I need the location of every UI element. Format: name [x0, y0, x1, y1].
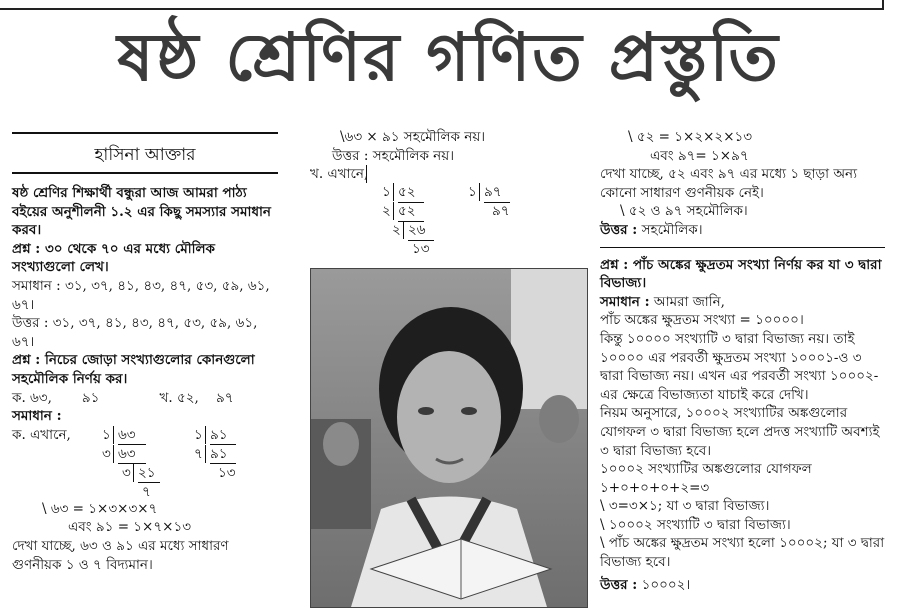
column-1	[12, 132, 278, 574]
question-1: প্রশ্ন : ৩০ থেকে ৭০ এর মধ্যে মৌলিক সংখ্যাগুলো লেখ।	[12, 240, 215, 276]
photo-illustration	[311, 269, 587, 607]
solution-3-step-2: কিন্তু ১০০০০ সংখ্যাটি ৩ দ্বারা বিভাজ্য নয়। তাই ১০০০০ এর পরবর্তী ক্ষুদ্রতম সংখ্যা ১০০০১-ও ৩ দ্বারা বিভাজ্য নয়। এখন এর পরবর্তী সংখ্যা ১০০০২-এর ক্ষেত্রে বিভাজ্যতা যাচাই করে দেখি।	[600, 330, 879, 403]
div63-dividend: ৬৩	[118, 426, 146, 446]
solution-3-step-3: নিয়ম অনুসারে, ১০০০২ সংখ্যাটির অঙ্কগুলোর যোগফল ৩ দ্বারা বিভাজ্য হলে প্রদত্ত সংখ্যাটি অবশ্যই ৩ দ্বারা বিভাজ্য হবে।	[600, 405, 880, 459]
solution-3-step-5: ১+০+০+০+২=৩	[600, 479, 710, 496]
division-block-52-97: খ. এখানে, ১ ৫২ ২ ৫২ ২ ২৬ ১৩ ১ ৯৭ ৯৭	[310, 166, 510, 258]
coprime-conclusion-52-97: \ ৫২ ও ৯৭ সহমৌলিক।	[620, 203, 748, 220]
div52-quotient: ২৬	[408, 221, 434, 241]
div91-divisor: ৭	[194, 445, 203, 462]
div52-divisor: ২	[382, 203, 391, 220]
solution-3-intro: সমাধান : আমরা জানি,	[600, 293, 725, 310]
student-reading-photo	[310, 268, 588, 608]
question-2: প্রশ্ন : নিচের জোড়া সংখ্যাগুলোর কোনগুলো সহমৌলিক নির্ণয় কর।	[12, 352, 255, 387]
div63-result: ৭	[142, 483, 151, 500]
common-factor-52-97: দেখা যাচ্ছে, ৫২ এবং ৯৭ এর মধ্যে ১ ছাড়া অন্য কোনো সাধারণ গুণনীয়ক নেই।	[600, 166, 857, 201]
solution-3-step-8: \ পাঁচ অঙ্কের ক্ষুদ্রতম সংখ্যা হলো ১০০০২; যা ৩ দ্বারা বিভাজ্য হবে।	[600, 535, 885, 571]
answer-2b-label: উত্তর :	[600, 221, 638, 238]
solution-3-step-6: \ ৩=৩×১; যা ৩ দ্বারা বিভাজ্য।	[600, 498, 770, 515]
solution-1: সমাধান : ৩১, ৩৭, ৪১, ৪৩, ৪৭, ৫৩, ৫৯, ৬১, ৬৭।	[12, 277, 270, 313]
div97-result: ৯৭	[492, 203, 510, 220]
number-pairs: ক. ৬৩, ৯১ খ. ৫২, ৯৭	[12, 389, 234, 406]
solution-3-step-7: \ ১০০০২ সংখ্যাটি ৩ দ্বারা বিভাজ্য।	[600, 516, 791, 533]
solution-3-label: সমাধান :	[600, 293, 650, 310]
case-ka-label: ক. এখানে,	[12, 426, 71, 443]
div52-divisor-2: ২	[392, 222, 401, 239]
factor-97: এবং ৯৭= ১×৯৭	[650, 147, 749, 164]
top-border-corner	[882, 0, 884, 10]
factor-91: এবং ৯১ = ১×৭×১৩	[68, 519, 191, 536]
column-3	[600, 128, 885, 594]
page-title: ষষ্ঠ শ্রেণির গণিত প্রস্তুতি	[117, 19, 780, 96]
author-name: হাসিনা আক্তার	[94, 145, 196, 165]
answer-1: উত্তর : ৩১, ৩৭, ৪১, ৪৩, ৪৭, ৫৩, ৫৯, ৬১, ৬৭।	[12, 315, 258, 350]
intro-text: ষষ্ঠ শ্রেণির শিক্ষার্থী বন্ধুরা আজ আমরা পাঠ্য বইয়ের অনুশীলনী ১.২ এর কিছু সমস্যার সমাধান করব।	[12, 185, 271, 239]
solution-3-step-1: পাঁচ অঙ্কের ক্ষুদ্রতম সংখ্যা = ১০০০০।	[600, 312, 804, 329]
common-factor-text: দেখা যাচ্ছে, ৬৩ ও ৯১ এর মধ্যে সাধারণ গুণনীয়ক ১ ও ৭ বিদ্যমান।	[12, 537, 229, 573]
div91-dividend: ৯১	[210, 426, 236, 446]
factor-63: \ ৬৩ = ১×৩×৩×৭	[42, 500, 158, 517]
div52-dividend: ৫২	[398, 183, 424, 203]
top-border	[0, 8, 883, 10]
question-3: প্রশ্ন : পাঁচ অঙ্কের ক্ষুদ্রতম সংখ্যা নির্ণয় কর যা ৩ দ্বারা বিভাজ্য।	[600, 256, 882, 292]
author-rule-top	[12, 132, 278, 134]
div63-divisor-2: ৩	[122, 464, 131, 481]
div91-result: ১৩	[218, 464, 236, 481]
answer-3-label: উত্তর :	[600, 576, 638, 593]
column-2	[310, 128, 596, 258]
answer-3	[600, 576, 885, 595]
case-kha-label: খ. এখানে,	[310, 166, 369, 183]
solution-2-label: সমাধান :	[12, 408, 62, 425]
answer-2a: উত্তর : সহমৌলিক নয়।	[332, 147, 455, 164]
answer-2b	[600, 221, 885, 240]
answer-2b-value: সহমৌলিক।	[641, 221, 703, 238]
div97-dividend: ৯৭	[484, 183, 510, 203]
author-rule-bottom	[12, 172, 278, 174]
factor-52: \ ৫২ = ১×২×২×১৩	[628, 129, 753, 145]
div63-divisor: ৩	[102, 445, 111, 462]
section-divider	[600, 247, 885, 248]
solution-3-step-4: ১০০০২ সংখ্যাটির অঙ্কগুলোর যোগফল	[600, 461, 812, 478]
answer-3-value: ১০০০২।	[641, 576, 691, 593]
div52-result: ১৩	[412, 241, 430, 258]
div63-quotient: ২১	[138, 464, 160, 484]
division-block-63-91: ক. এখানে, ১ ৬৩ ৩ ৬৩ ৩ ২১ ৭ ১ ৯১ ৭ ৯১ ১৩	[12, 426, 236, 500]
coprime-conclusion: \৬৩ × ৯১ সহমৌলিক নয়।	[340, 129, 486, 145]
